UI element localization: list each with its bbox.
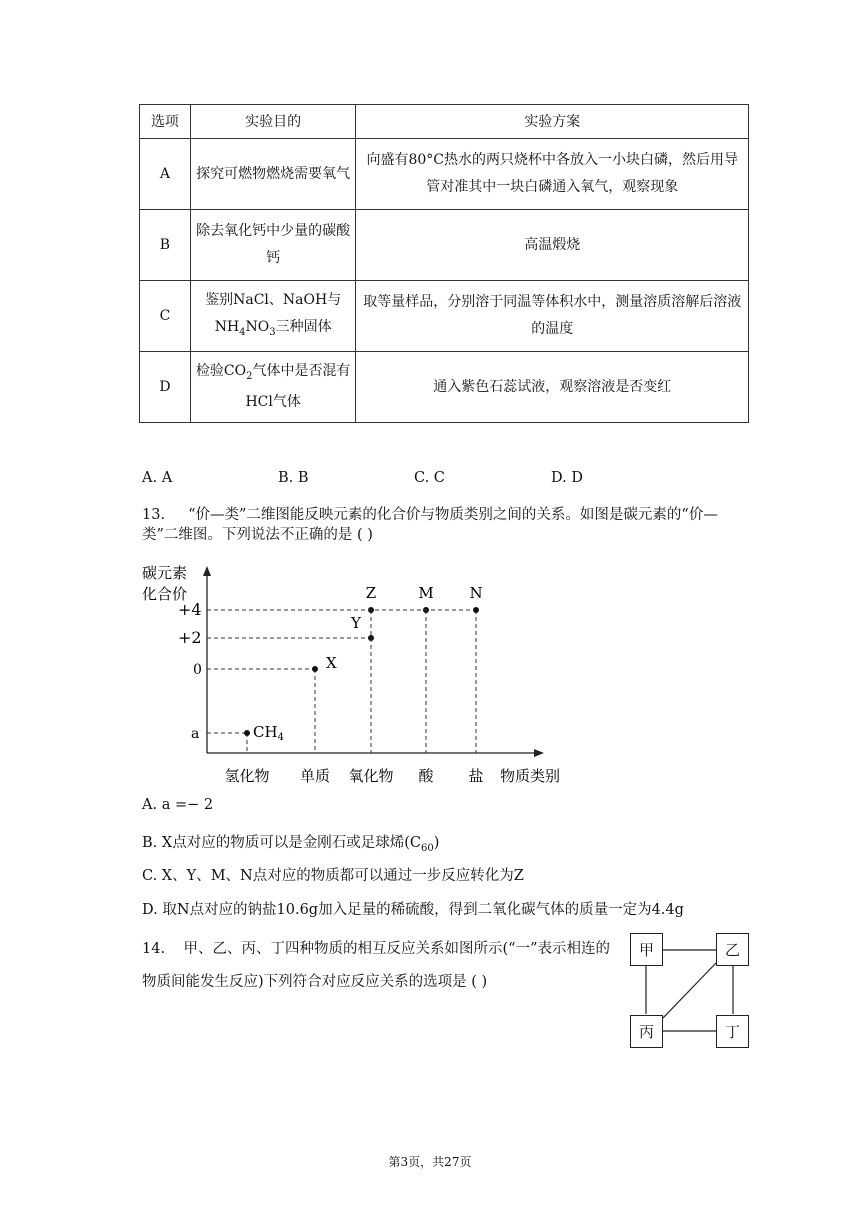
- y-axis-label: 碳元素: [142, 564, 188, 582]
- data-point-X: [312, 666, 318, 672]
- reaction-diagram: [630, 932, 752, 1050]
- row-plan: 高温煅烧: [356, 210, 749, 281]
- table-row: [140, 210, 749, 281]
- row-purpose: [190, 281, 356, 352]
- header-purpose: 实验目的: [190, 105, 356, 139]
- q12-option-d[interactable]: D. D: [551, 470, 583, 486]
- row-purpose: 除去氧化钙中少量的碳酸钙: [190, 210, 356, 281]
- row-label: A: [140, 139, 191, 210]
- y-tick-label: +4: [178, 600, 202, 619]
- row-label: D: [140, 352, 191, 423]
- q13-option-c[interactable]: C. X、Y、M、N点对应的物质都可以通过一步反应转化为Z: [142, 868, 524, 884]
- q14-text: 甲、乙、丙、丁四种物质的相互反应关系如图所示(“一”表示相连的物质间能发生反应)下列符合对应反应关系的选项是 ( ): [142, 941, 610, 990]
- q13-option-b[interactable]: [142, 831, 439, 854]
- row-label: B: [140, 210, 191, 281]
- x-tick-label: 盐: [468, 767, 484, 785]
- box-jia: 甲: [630, 933, 663, 966]
- q12-option-a[interactable]: A. A: [142, 470, 173, 486]
- box-bing: 丙: [630, 1015, 663, 1048]
- valence-class-chart: [140, 560, 580, 792]
- point-label: M: [418, 584, 434, 602]
- q14-stem: [142, 933, 612, 999]
- q13-option-d[interactable]: D. 取N点对应的钠盐10.6g加入足量的稀硫酸，得到二氧化碳气体的质量一定为4.4g: [142, 902, 684, 918]
- header-plan: 实验方案: [356, 105, 749, 139]
- header-option: 选项: [140, 105, 191, 139]
- x-tick-label: 氧化物: [348, 767, 394, 785]
- row-plan: 向盛有80°C热水的两只烧杯中各放入一小块白磷，然后用导管对准其中一块白磷通入氧气，观察现象: [356, 139, 749, 210]
- x-tick-label: 单质: [299, 767, 331, 785]
- box-ding: 丁: [716, 1015, 749, 1048]
- row-plan: 取等量样品，分别溶于同温等体积水中，测量溶质溶解后溶液的温度: [356, 281, 749, 352]
- x-tick-label: 酸: [418, 767, 434, 785]
- y-axis-label: 化合价: [142, 585, 188, 603]
- row-plan: 通入紫色石蕊试液，观察溶液是否变红: [356, 352, 749, 423]
- purpose-formula-text: 鉴别NaCl、NaOH与$NH_4NO_3$三种固体: [205, 291, 342, 338]
- q13-option-b-text: B. X点对应的物质可以是金刚石或足球烯$(C_{60})$: [142, 835, 440, 854]
- y-tick-label: a: [191, 726, 200, 742]
- experiment-table: [139, 104, 749, 423]
- point-label: Z: [365, 584, 377, 602]
- q13-number: 13.: [142, 507, 166, 523]
- box-yi: 乙: [716, 933, 749, 966]
- y-axis-arrow: [203, 566, 211, 576]
- table-row: [140, 352, 749, 423]
- row-purpose: [190, 352, 356, 423]
- table-row: [140, 139, 749, 210]
- q12-option-b[interactable]: B. B: [278, 470, 309, 486]
- row-label: C: [140, 281, 191, 352]
- table-header-row: [140, 105, 749, 139]
- row-purpose: 探究可燃物燃烧需要氧气: [190, 139, 356, 210]
- point-label: X: [326, 654, 337, 672]
- q13-stem: [142, 505, 750, 545]
- point-label: $CH_4$: [253, 723, 284, 743]
- y-tick-label: +2: [178, 628, 202, 647]
- point-label: N: [469, 584, 483, 602]
- q13-option-a[interactable]: A. a =− 2: [142, 797, 214, 813]
- x-axis-arrow: [534, 749, 544, 757]
- data-point-CH4: [244, 730, 250, 736]
- x-axis-label: 物质类别: [499, 767, 561, 785]
- q14-number: 14.: [142, 941, 166, 957]
- purpose-formula-text: 检验$CO_2$气体中是否混有HCl气体: [195, 362, 351, 411]
- page-footer: 第3页，共27页: [388, 1155, 472, 1169]
- q12-option-c[interactable]: C. C: [414, 470, 445, 486]
- x-tick-label: 氢化物: [224, 767, 270, 785]
- y-tick-label: 0: [193, 662, 202, 678]
- table-row: [140, 281, 749, 352]
- q13-text: “价—类”二维图能反映元素的化合价与物质类别之间的关系。如图是碳元素的“价—类”二维图。下列说法不正确的是 ( ): [142, 507, 718, 543]
- data-point-N: [473, 607, 479, 613]
- point-label: Y: [351, 614, 361, 632]
